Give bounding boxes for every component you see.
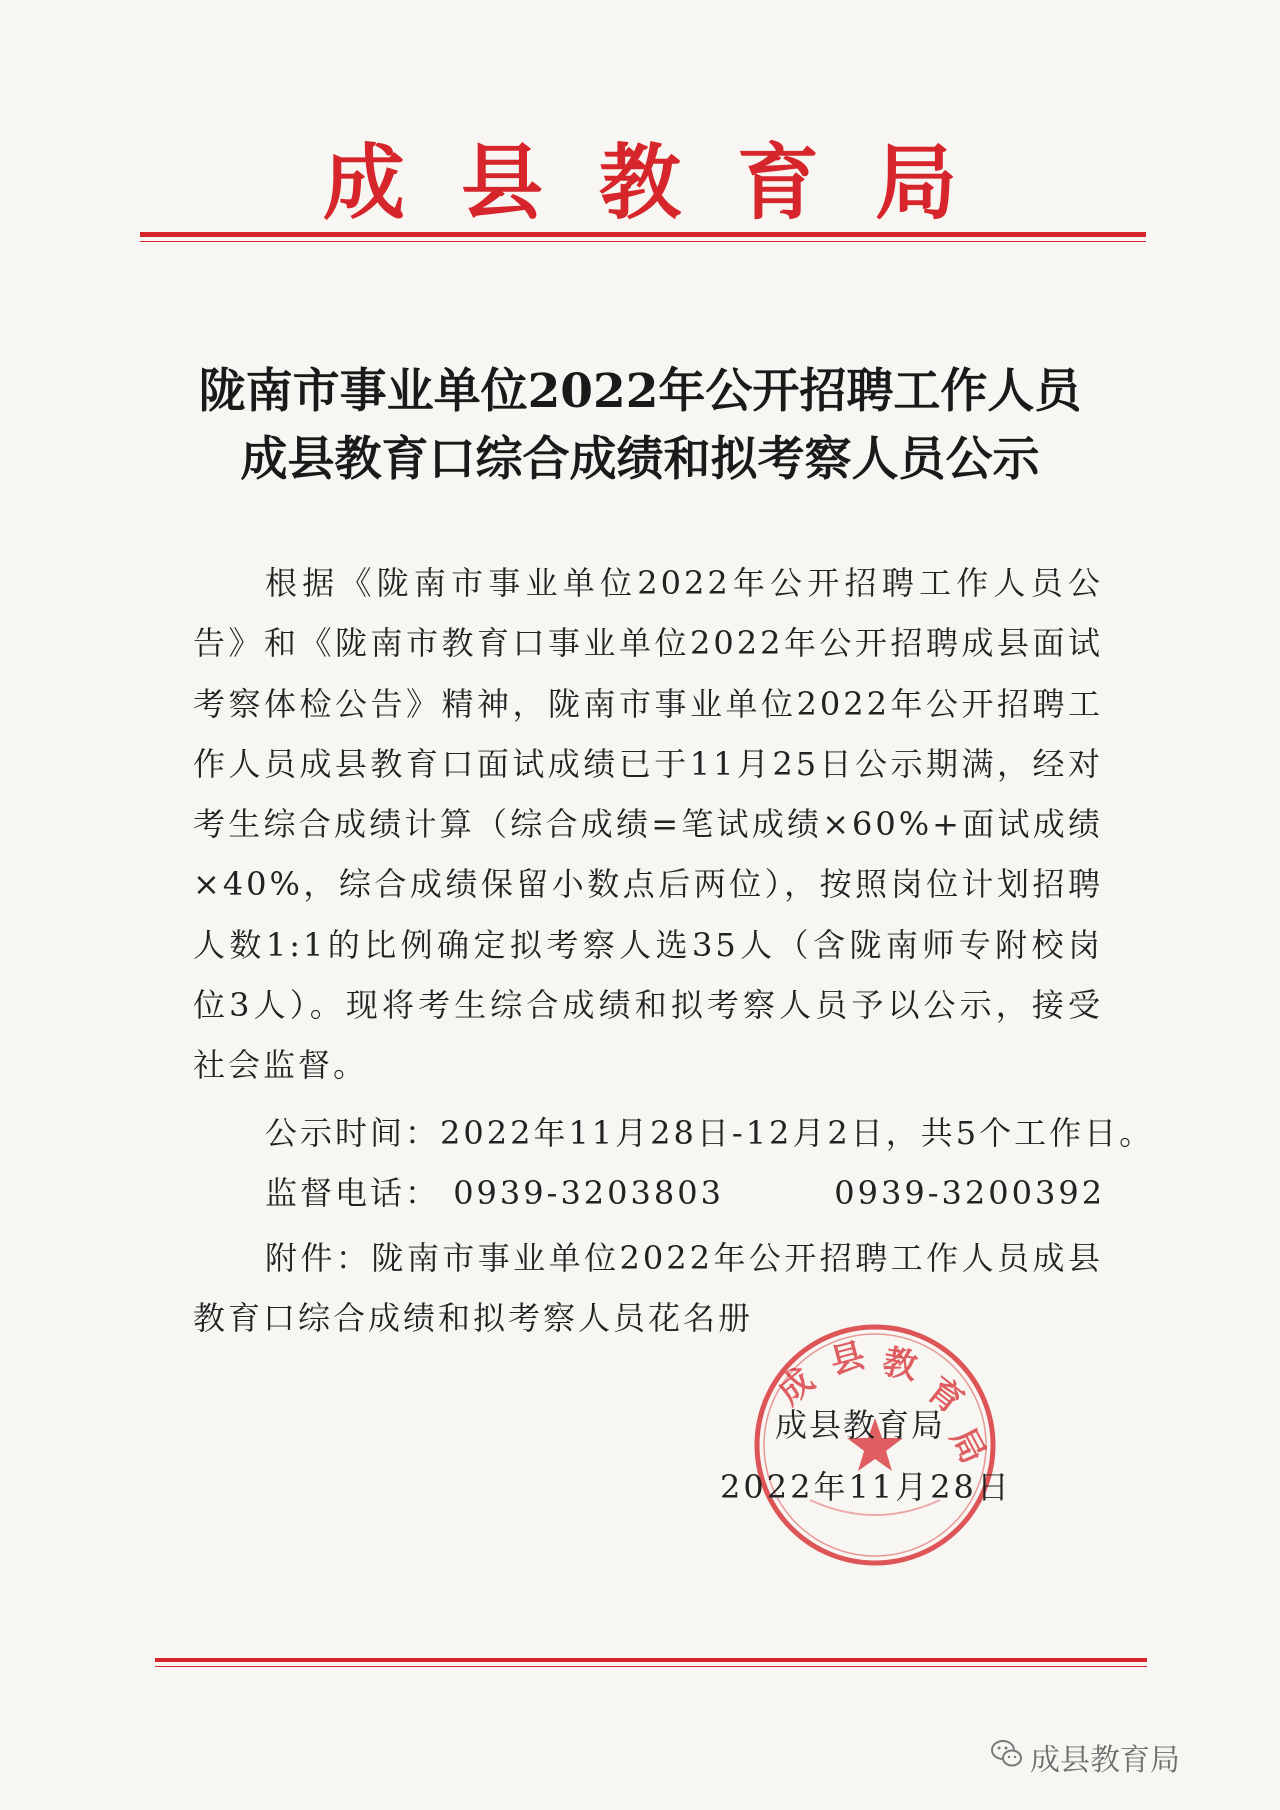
wechat-icon bbox=[990, 1738, 1024, 1770]
signature-date: 2022年11月28日 bbox=[720, 1468, 1012, 1506]
doc-title-line-2: 成县教育口综合成绩和拟考察人员公示 bbox=[240, 432, 1040, 487]
svg-text:成: 成 bbox=[770, 1360, 822, 1413]
watermark-account: 成县教育局 bbox=[1030, 1743, 1180, 1778]
doc-title-line-1: 陇南市事业单位2022年公开招聘工作人员 bbox=[198, 364, 1082, 419]
footer-red-rule-thin bbox=[155, 1666, 1147, 1667]
svg-text:局: 局 bbox=[942, 1421, 994, 1471]
publicity-time: 公示时间：2022年11月28日-12月2日，共5个工作日。 bbox=[265, 1114, 1155, 1152]
signature-org: 成县教育局 bbox=[775, 1406, 946, 1444]
supervision-phone bbox=[265, 1168, 1105, 1214]
body-paragraph: 根据《陇南市事业单位2022年公开招聘工作人员公告》和《陇南市教育口事业单位2022年公开招聘成县面试考察体检公告》精神，陇南市事业单位2022年公开招聘工作人员成县教育口面试成绩已于11月25日公示期满，经对考生综合成绩计算（综合成绩=笔试成绩×60%+面试成绩×40%，综合成绩保留小数点后两位），按照岗位计划招聘人数1:1的比例确定拟考察人选35人（含陇南师专附校岗位3人）。现将考生综合成绩和拟考察人员予以公示，接受社会监督。 bbox=[193, 564, 1103, 1085]
svg-text:教: 教 bbox=[879, 1341, 921, 1388]
svg-text:育: 育 bbox=[919, 1369, 971, 1423]
header-red-rule-thin bbox=[140, 241, 1146, 242]
phone-label: 监督电话： bbox=[265, 1174, 441, 1212]
phone-number-2: 0939-3200392 bbox=[834, 1174, 1106, 1212]
phone-number-1: 0939-3203803 bbox=[453, 1174, 724, 1212]
svg-text:县: 县 bbox=[825, 1335, 870, 1383]
attachment-note: 附件：陇南市事业单位2022年公开招聘工作人员成县教育口综合成绩和拟考察人员花名册 bbox=[193, 1239, 1103, 1337]
footer-red-rule bbox=[155, 1658, 1147, 1662]
header-red-rule bbox=[140, 232, 1146, 237]
org-header: 成县教育局 bbox=[322, 136, 1013, 231]
